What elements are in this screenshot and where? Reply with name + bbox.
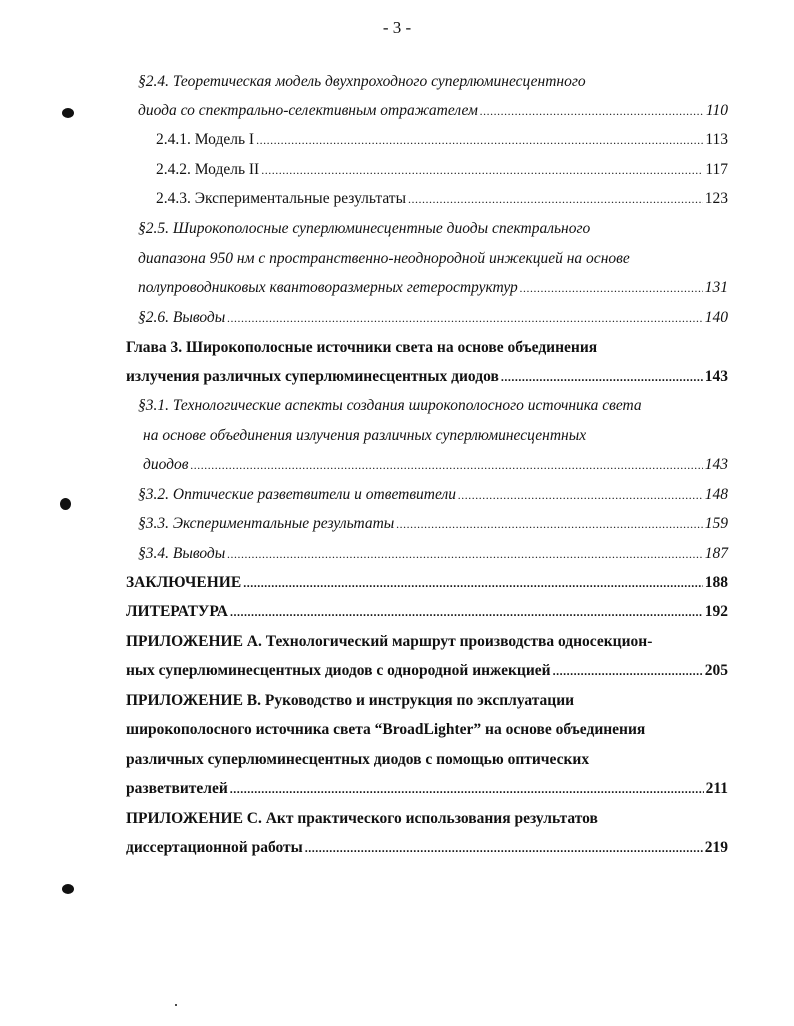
toc-entry-3-1-line1: §3.1. Технологические аспекты создания широкополосного источника света [138,397,642,414]
dot-leader [190,455,702,475]
toc-page-number: 110 [705,102,728,119]
toc-entry-title: излучения различных суперлюминесцентных диодов [126,368,499,385]
dot-leader [243,573,703,593]
toc-entry-2-5-line2: диапазона 950 нм с пространственно-неоднородной инжекцией на основе [138,250,630,267]
toc-appendix-b-line2: широкополосного источника света “BroadLighter” на основе объединения [126,721,646,738]
toc-chapter-3-line1: Глава 3. Широкополосные источники света на основе объединения [126,339,598,356]
toc-entry-title: §2.6. Выводы [138,309,226,326]
toc-page-number: 143 [704,368,728,385]
toc-page-number: 205 [704,662,728,679]
dot-leader [553,661,703,681]
toc-entry-2-4-2[interactable] [156,160,728,180]
toc-entry-2-4-1[interactable] [156,130,728,150]
toc-entry-3-2[interactable] [138,485,728,505]
dot-leader [305,838,703,858]
toc-page-number: 148 [704,486,728,503]
toc-page-number: 123 [704,190,728,207]
dot-leader [261,160,703,180]
dot-leader [480,101,704,121]
toc-entry-title: ных суперлюминесцентных диодов с однородной инжекцией [126,662,551,679]
scan-spot [175,1004,177,1006]
toc-page-number: 219 [704,839,728,856]
dot-leader [230,779,704,799]
toc-entry-title: диодов [143,456,189,473]
toc-entry-2-4-line1: §2.4. Теоретическая модель двухпроходного суперлюминесцентного [138,73,586,90]
dot-leader [227,308,703,328]
toc-entry-title: диода со спектрально-селективным отражателем [138,102,478,119]
dot-leader [256,130,703,150]
dot-leader [396,514,702,534]
scan-spot [62,108,74,118]
toc-page-number: 159 [704,515,728,532]
toc-entry-3-1-line2: на основе объединения излучения различных суперлюминесцентных [143,427,587,444]
toc-page-number: 211 [705,780,728,797]
toc-entry-title: 2.4.1. Модель I [156,131,255,148]
toc-appendix-b-line1: ПРИЛОЖЕНИЕ В. Руководство и инструкция по эксплуатации [126,692,575,709]
dot-leader [408,189,703,209]
toc-entry-title: полупроводниковых квантоворазмерных гетероструктур [138,279,518,296]
toc-page-number: 143 [704,456,728,473]
toc-entry-title: диссертационной работы [126,839,303,856]
toc-literature[interactable] [126,602,728,622]
dot-leader [520,278,703,298]
dot-leader [230,602,703,622]
toc-page-number: 113 [705,131,728,148]
toc-entry-title: 2.4.2. Модель II [156,161,260,178]
toc-entry-2-5[interactable] [138,278,728,298]
scan-spot [62,884,74,894]
toc-appendix-c[interactable] [126,838,728,858]
toc-page-number: 140 [704,309,728,326]
toc-entry-title: §3.2. Оптические разветвители и ответвители [138,486,456,503]
toc-appendix-b-line3: различных суперлюминесцентных диодов с помощью оптических [126,751,590,768]
toc-appendix-b[interactable] [126,779,728,799]
toc-entry-title: разветвителей [126,780,228,797]
toc-entry-2-4[interactable] [138,101,728,121]
toc-page-number: 117 [705,161,728,178]
toc-page-number: 188 [704,574,728,591]
toc-entry-title: ЗАКЛЮЧЕНИЕ [126,574,242,591]
toc-entry-3-1[interactable] [143,455,728,475]
toc-entry-title: 2.4.3. Экспериментальные результаты [156,190,406,207]
dot-leader [458,485,703,505]
scan-spot [60,498,71,510]
toc-chapter-3[interactable] [126,367,728,387]
toc-page-number: 192 [704,603,728,620]
toc-entry-3-3[interactable] [138,514,728,534]
toc-appendix-a-line1: ПРИЛОЖЕНИЕ А. Технологический маршрут производства односекцион- [126,633,653,650]
dot-leader [501,367,703,387]
toc-page-number: 187 [704,545,728,562]
page-number: - 3 - [382,18,412,37]
toc-page-number: 131 [704,279,728,296]
toc-entry-2-4-3[interactable] [156,189,728,209]
toc-entry-title: §3.3. Экспериментальные результаты [138,515,395,532]
toc-entry-2-5-line1: §2.5. Широкополосные суперлюминесцентные диоды спектрального [138,220,591,237]
dot-leader [227,544,703,564]
toc-entry-2-6[interactable] [138,308,728,328]
toc-entry-title: ЛИТЕРАТУРА [126,603,228,620]
toc-appendix-c-line1: ПРИЛОЖЕНИЕ С. Акт практического использования результатов [126,810,598,827]
toc-conclusion[interactable] [126,573,728,593]
toc-appendix-a[interactable] [126,661,728,681]
toc-entry-3-4[interactable] [138,544,728,564]
toc-entry-title: §3.4. Выводы [138,545,226,562]
